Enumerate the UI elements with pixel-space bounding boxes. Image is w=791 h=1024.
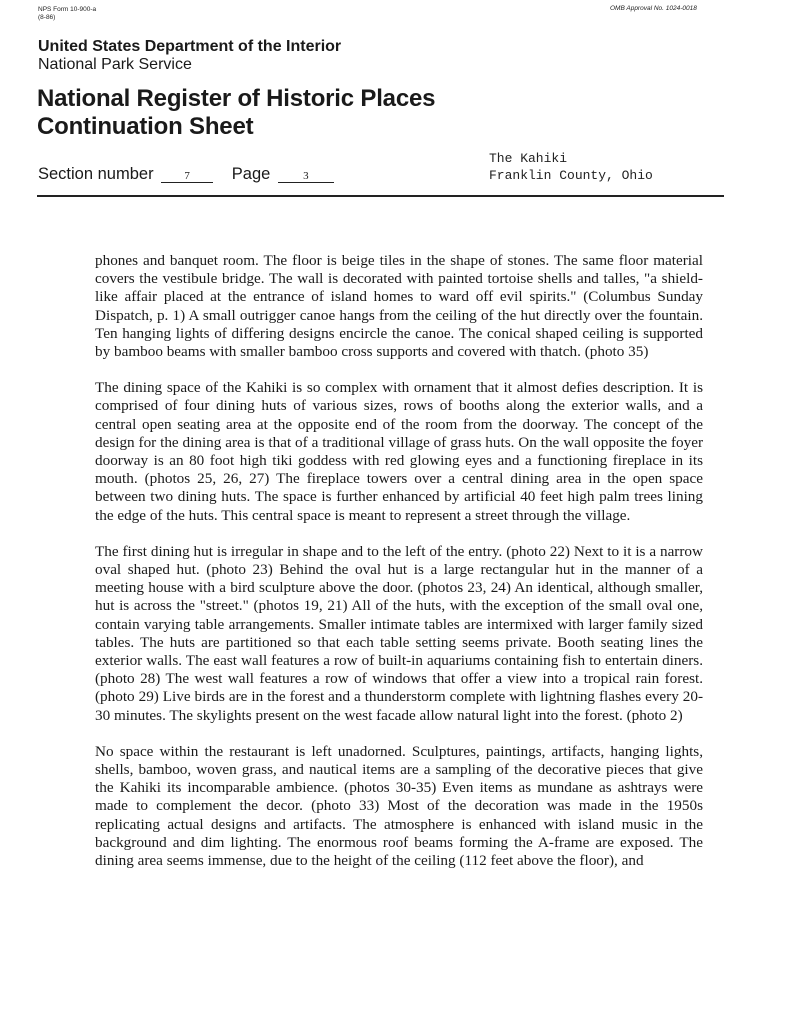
department-name: United States Department of the Interior [38,38,342,55]
body-paragraph: No space within the restaurant is left unadorned. Sculptures, paintings, artifacts, hanging lights, shells, bamboo, woven grass, and nautical items are a sampling of the decorative pieces that give the Kahiki its incomparable ambience. (photos 30-35) Even items as mundane as ashtrays were made to complement the decor. (photo 33) Most of the decoration was made in the 1950s replicating actual designs and artifacts. The atmosphere is enhanced with island music in the background and dim lighting. The enormous roof beams forming the A-frame are exposed. The dining area seems immense, due to the height of the ceiling (112 feet above the floor), and [95,742,703,870]
department-header [38,38,341,74]
property-info [489,150,653,184]
section-number-value: 7 [161,170,213,183]
property-location: Franklin County, Ohio [489,168,653,183]
omb-approval-number: OMB Approval No. 1024-0018 [610,5,697,12]
section-number-label: Section number [38,165,154,183]
body-paragraph: The first dining hut is irregular in shape and to the left of the entry. (photo 22) Next to it is a narrow oval shaped hut. (photo 23) Behind the oval hut is a large rectangular hut in the manner of a meeting house with a bird sculpture above the door. (photos 23, 24) An identical, although smaller, hut is across the "street." (photos 19, 21) All of the huts, with the exception of the small oval one, contain varying table arrangements. Smaller intimate tables are intermixed with larger family sized tables. The huts are partitioned so that each table setting seems private. Booth seating lines the exterior walls. The east wall features a row of built-in aquariums containing fish to entertain diners. (photo 28) The west wall features a row of windows that offer a view into a tropical rain forest. (photo 29) Live birds are in the forest and a thunderstorm complete with lightning flashes every 20-30 minutes. The skylights present on the west facade allow natural light into the forest. (photo 2) [95,542,703,724]
section-page-line [38,165,348,184]
document-title [37,85,435,141]
form-number: NPS Form 10-900-a [38,6,97,13]
page-number-value: 3 [278,170,334,183]
form-date: (8-86) [38,13,56,21]
document-body [95,252,703,888]
body-paragraph: phones and banquet room. The floor is beige tiles in the shape of stones. The same floor material covers the vestibule bridge. The wall is decorated with painted tortoise shells and talles, "a shield-like affair placed at the entrance of island homes to ward off evil spirits." (Columbus Sunday Dispatch, p. 1) A small outrigger canoe hangs from the ceiling of the hut directly over the fountain. Ten hanging lights of differing designs encircle the canoe. The conical shaped ceiling is supported by bamboo beams with smaller bamboo cross supports and covered with thatch. (photo 35) [95,252,703,361]
title-line-2: Continuation Sheet [37,113,254,140]
body-paragraph: The dining space of the Kahiki is so complex with ornament that it almost defies description. It is comprised of four dining huts of various sizes, rows of booths along the exterior walls, and a central open seating area at the opposite end of the room from the doorway. The concept of the design for the dining area is that of a traditional village of grass huts. On the wall opposite the foyer doorway is an 80 foot high tiki goddess with red glowing eyes and a functioning fireplace in its mouth. (photos 25, 26, 27) The fireplace towers over a central dining area in the open space between two dining huts. The space is further enhanced by artificial 40 feet high palm trees lining the edge of the huts. This central space is meant to represent a street through the village. [95,379,703,524]
title-line-1: National Register of Historic Places [37,85,436,112]
agency-name: National Park Service [38,56,192,73]
page-label: Page [231,165,271,183]
property-name: The Kahiki [489,151,568,166]
header-divider [37,195,724,197]
form-identifier [38,6,96,21]
